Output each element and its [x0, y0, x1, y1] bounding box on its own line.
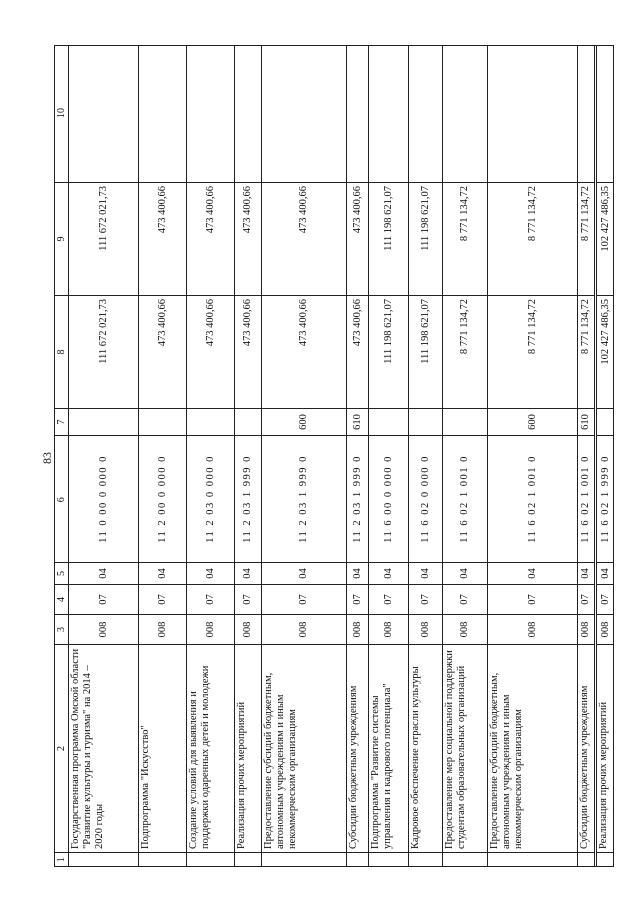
row-name: Предоставление субсидий бюджетным, автономным учреждениям и иным некоммерческим организациям — [262, 644, 346, 852]
row-name: Подпрограмма "Развитие системы управления и кадрового потенциала" — [369, 644, 408, 852]
table-row — [69, 45, 139, 866]
row-col-5: 04 — [443, 562, 487, 584]
row-col-7 — [369, 408, 408, 435]
row-name: Субсидии бюджетным учреждениям — [578, 644, 594, 852]
row-name: Предоставление мер социальной поддержки студентам образовательных организаций — [443, 644, 487, 852]
row-col-5: 04 — [69, 562, 138, 584]
row-col-4: 07 — [369, 584, 408, 614]
row-col-3: 008 — [488, 614, 577, 644]
row-name: Реализация прочих мероприятий — [235, 644, 261, 852]
row-col-10 — [69, 45, 138, 182]
row-col-10 — [262, 45, 346, 182]
table-row — [187, 45, 235, 866]
row-code: 11 6 02 1 999 0 — [597, 435, 614, 562]
row-value-8: 473 400,66 — [262, 295, 346, 408]
table-row — [139, 45, 187, 866]
header-col-9: 9 — [55, 182, 68, 295]
row-col-5: 04 — [347, 562, 368, 584]
row-code: 11 2 03 1 999 0 — [235, 435, 261, 562]
row-code: 11 6 02 1 001 0 — [488, 435, 577, 562]
row-code: 11 2 00 0 000 0 — [139, 435, 186, 562]
row-name: Государственная программа Омской области "Развитие культуры и туризма" на 2014 – 2020 годы — [69, 644, 138, 852]
row-value-9: 111 198 621,07 — [369, 182, 408, 295]
row-col-4: 07 — [139, 584, 186, 614]
row-col-10 — [235, 45, 261, 182]
header-col-3: 3 — [55, 614, 68, 644]
row-name: Подпрограмма "Искусство" — [139, 644, 186, 852]
row-col-7 — [443, 408, 487, 435]
row-col-7 — [235, 408, 261, 435]
row-code: 11 6 02 1 001 0 — [578, 435, 594, 562]
row-col-10 — [187, 45, 234, 182]
row-col-5: 04 — [488, 562, 577, 584]
row-value-8: 111 198 621,07 — [409, 295, 442, 408]
row-name: Создание условий для выявления и поддержки одаренных детей и молодежи — [187, 644, 234, 852]
row-col-10 — [578, 45, 594, 182]
row-name: Предоставление субсидий бюджетным, автономным учреждениям и иным некоммерческим организациям — [488, 644, 577, 852]
header-col-10: 10 — [55, 108, 67, 118]
row-col-4: 07 — [488, 584, 577, 614]
row-col-5: 04 — [262, 562, 346, 584]
table-row — [347, 45, 369, 866]
row-value-9: 473 400,66 — [347, 182, 368, 295]
row-code: 11 6 02 1 001 0 — [443, 435, 487, 562]
row-col-4: 07 — [235, 584, 261, 614]
table-row — [443, 45, 488, 866]
row-col-5: 04 — [369, 562, 408, 584]
row-col-3: 008 — [443, 614, 487, 644]
header-col-7: 7 — [55, 408, 68, 435]
table-row — [488, 45, 578, 866]
row-col-3: 008 — [578, 614, 594, 644]
row-col-7: 600 — [488, 408, 577, 435]
table-row — [235, 45, 262, 866]
row-value-8: 111 198 621,07 — [369, 295, 408, 408]
row-col-3: 008 — [409, 614, 442, 644]
row-col-3: 008 — [139, 614, 186, 644]
row-col-10 — [139, 45, 186, 182]
row-value-8: 8 771 134,72 — [488, 295, 577, 408]
row-col-4: 07 — [69, 584, 138, 614]
row-col-4: 07 — [578, 584, 594, 614]
row-value-9: 8 771 134,72 — [488, 182, 577, 295]
row-name: Реализация прочих мероприятий — [597, 644, 614, 852]
row-code: 11 0 00 0 000 0 — [69, 435, 138, 562]
table-sheet — [54, 45, 614, 867]
row-col-3: 008 — [262, 614, 346, 644]
row-col-4: 07 — [597, 584, 614, 614]
row-name: Кадровое обеспечение отрасли культуры — [409, 644, 442, 852]
row-col-7 — [69, 408, 138, 435]
header-col-6: 6 — [55, 435, 68, 562]
row-value-9: 111 198 621,07 — [409, 182, 442, 295]
row-col-4: 07 — [262, 584, 346, 614]
row-code: 11 2 03 1 999 0 — [347, 435, 368, 562]
table-row — [409, 45, 443, 866]
row-name: Субсидии бюджетным учреждениям — [347, 644, 368, 852]
header-col-2: 2 — [55, 644, 68, 852]
budget-table — [54, 45, 614, 867]
row-value-8: 473 400,66 — [187, 295, 234, 408]
row-value-9: 8 771 134,72 — [578, 182, 594, 295]
row-col-7 — [187, 408, 234, 435]
row-col-10 — [488, 45, 577, 182]
row-col-5: 04 — [409, 562, 442, 584]
row-col-7: 610 — [347, 408, 368, 435]
row-col-7: 600 — [262, 408, 346, 435]
row-col-10 — [369, 45, 408, 182]
row-col-3: 008 — [597, 614, 614, 644]
row-value-8: 473 400,66 — [139, 295, 186, 408]
row-col-5: 04 — [187, 562, 234, 584]
row-value-8: 8 771 134,72 — [578, 295, 594, 408]
table-row — [369, 45, 409, 866]
row-col-5: 04 — [139, 562, 186, 584]
header-row — [55, 45, 69, 866]
row-value-9: 102 427 486,35 — [597, 182, 614, 295]
row-code: 11 2 03 1 999 0 — [262, 435, 346, 562]
row-col-10 — [347, 45, 368, 182]
row-value-8: 111 672 021,73 — [69, 295, 138, 408]
row-col-10 — [597, 45, 614, 182]
row-col-7 — [597, 408, 614, 435]
page-number: 83 — [40, 452, 54, 464]
row-value-9: 111 672 021,73 — [69, 182, 138, 295]
row-col-3: 008 — [347, 614, 368, 644]
row-value-9: 473 400,66 — [139, 182, 186, 295]
row-code: 11 6 00 0 000 0 — [369, 435, 408, 562]
row-value-9: 473 400,66 — [235, 182, 261, 295]
row-value-8: 8 771 134,72 — [443, 295, 487, 408]
header-col-1: 1 — [55, 852, 68, 866]
row-col-7: 610 — [578, 408, 594, 435]
row-col-7 — [409, 408, 442, 435]
header-col-5: 5 — [55, 562, 68, 584]
row-col-4: 07 — [443, 584, 487, 614]
row-value-8: 473 400,66 — [347, 295, 368, 408]
row-value-9: 8 771 134,72 — [443, 182, 487, 295]
row-value-8: 473 400,66 — [235, 295, 261, 408]
row-col-3: 008 — [69, 614, 138, 644]
table-row — [578, 45, 597, 866]
header-col-4: 4 — [55, 584, 68, 614]
row-code: 11 6 02 0 000 0 — [409, 435, 442, 562]
row-col-3: 008 — [369, 614, 408, 644]
row-code: 11 2 03 0 000 0 — [187, 435, 234, 562]
row-col-3: 008 — [187, 614, 234, 644]
row-value-8: 102 427 486,35 — [597, 295, 614, 408]
row-col-5: 04 — [597, 562, 614, 584]
row-col-3: 008 — [235, 614, 261, 644]
table-row — [262, 45, 347, 866]
row-value-9: 473 400,66 — [262, 182, 346, 295]
row-value-9: 473 400,66 — [187, 182, 234, 295]
row-col-10 — [443, 45, 487, 182]
row-col-7 — [139, 408, 186, 435]
row-col-10 — [409, 45, 442, 182]
header-col-8: 8 — [55, 295, 68, 408]
row-col-5: 04 — [578, 562, 594, 584]
row-col-5: 04 — [235, 562, 261, 584]
row-col-4: 07 — [347, 584, 368, 614]
row-col-4: 07 — [409, 584, 442, 614]
row-col-4: 07 — [187, 584, 234, 614]
table-row — [597, 45, 614, 866]
